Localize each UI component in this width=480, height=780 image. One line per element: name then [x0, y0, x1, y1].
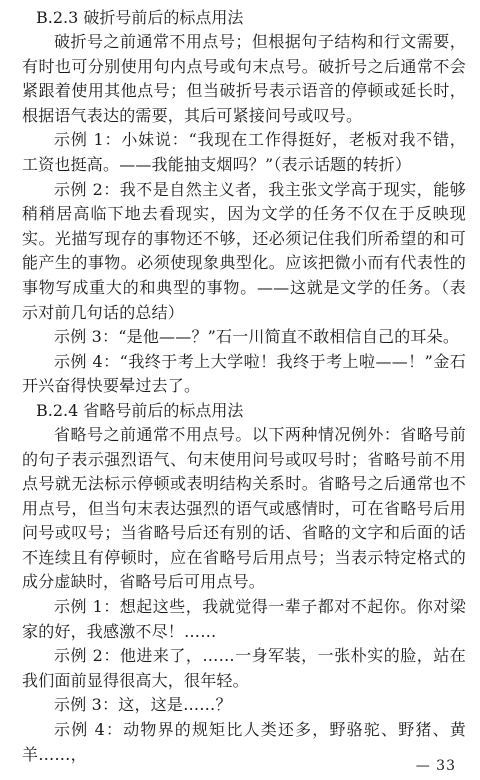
- example-3-b24: 示例 3：这，这是……？: [54, 695, 232, 715]
- example-4-b23: 示例 4：“我终于考上大学啦！我终于考上啦——！”金石开兴奋得快要晕过去了。: [22, 351, 466, 396]
- paragraph-b24-body: 省略号之前通常不用点号。以下两种情况例外：省略号前的句子表示强烈语气、句末使用问号或叹号时；省略号前不用点号就无法标示停顿或表明结构关系时。省略号之后通常也不用点号，但当句末表达强烈的语气或感情时，可在省略号后用问号或叹号；当省略号后还有别的话、省略的文字和后面的话不连续且有停顿时，应在省略号后用点号；当表示特定格式的成分虚缺时，省略号后可用点号。: [22, 424, 466, 592]
- example-1-b23: 示例 1：小妹说：“我现在工作得挺好，老板对我不错，工资也挺高。——我能抽支烟吗？”（表示话题的转折）: [22, 130, 466, 174]
- example-4-b24: 示例 4：动物界的规矩比人类还多，野骆驼、野猪、黄羊……，: [22, 720, 466, 764]
- section-heading-b24: B.2.4 省略号前后的标点用法: [36, 400, 244, 420]
- page-number: — 33: [415, 758, 456, 774]
- example-3-b23: 示例 3：“是他——？”石一川简直不敢相信自己的耳朵。: [54, 327, 460, 347]
- paragraph-b23-body: 破折号之前通常不用点号；但根据句子结构和行文需要，有时也可分别使用句内点号或句末点号。破折号之后通常不会紧跟着使用其他点号；但当破折号表示语音的停顿或延长时，根据语气表达的需要，其后可紧接问号或叹号。: [22, 32, 466, 125]
- example-2-b24: 示例 2：他进来了，……一身军装，一张朴实的脸，站在我们面前显得很高大，很年轻。: [22, 646, 466, 690]
- section-heading-b23: B.2.3 破折号前后的标点用法: [36, 8, 244, 27]
- example-1-b24: 示例 1：想起这些，我就觉得一辈子都对不起你。你对梁家的好，我感激不尽！……: [22, 597, 466, 641]
- example-2-b23: 示例 2：我不是自然主义者，我主张文学高于现实，能够稍稍居高临下地去看现实，因为文学的任务不仅在于反映现实。光描写现存的事物还不够，还必须记住我们所希望的和可能产生的事物。必须使现象典型化。应该把微小而有代表性的事物写成重大的和典型的事物。——这就是文学的任务。（表示对前几句话的总结）: [22, 179, 466, 322]
